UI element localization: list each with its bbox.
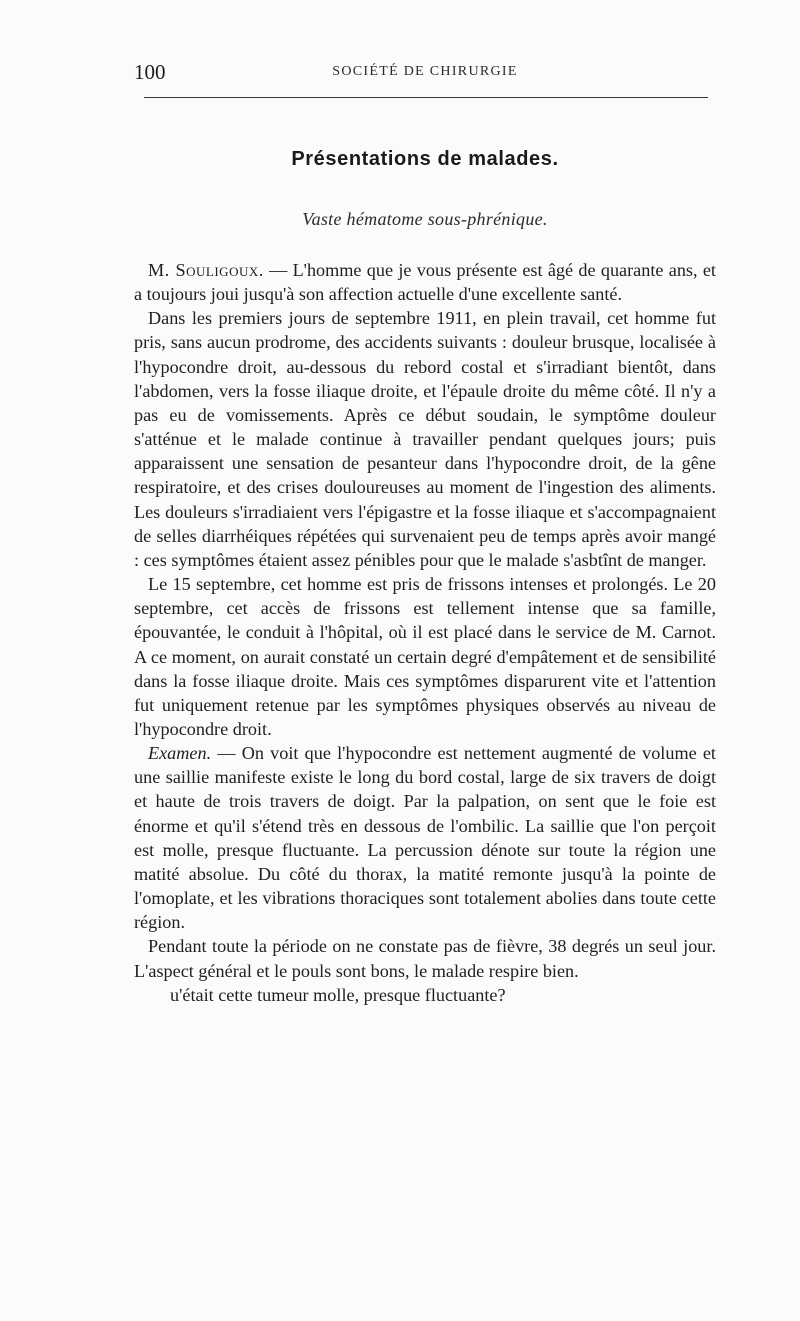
case-title: Vaste hématome sous-phrénique. xyxy=(302,209,548,229)
paragraph xyxy=(134,741,716,934)
paragraph-text: — On voit que l'hypocondre est nettement augmenté de volume et une saillie manifeste existe le long du bord costal, large de six travers de doigt et haute de trois travers de doigt. Par la palpation, on sent que le foie est énorme et qu'il s'étend très en dessous de l'ombilic. La saillie que l'on perçoit est molle, presque fluctuante. La percussion dénote sur toute la région une matité absolue. Du côté du thorax, la matité remonte jusqu'à la pointe de l'omoplate, et les vibrations thoraciques sont totalement abolies dans toute cette région. xyxy=(134,743,716,933)
paragraph xyxy=(134,983,716,1007)
paragraph xyxy=(134,934,716,982)
paragraph xyxy=(134,258,716,306)
journal-title: SOCIÉTÉ DE CHIRURGIE xyxy=(332,64,518,79)
paragraph-text: u'était cette tumeur molle, presque fluctuante? xyxy=(170,984,506,1005)
article-body xyxy=(134,258,716,1007)
paragraph xyxy=(134,306,716,572)
header-rule xyxy=(144,97,708,98)
paragraph-text: — L'homme que je vous présente est âgé de quarante ans, et a toujours joui jusqu'à son affection actuelle d'une excellente santé. xyxy=(134,260,716,305)
paragraph xyxy=(134,572,716,741)
section-title: Présentations de malades. xyxy=(291,148,559,170)
paragraph-text: Le 15 septembre, cet homme est pris de frissons intenses et prolongés. Le 20 septembre, cet accès de frissons est tellement intense que sa famille, épouvantée, le conduit à l'hôpital, où il est placé dans le service de M. Carnot. A ce moment, on aurait constaté un certain degré d'empâtement et de sensibilité dans la fosse iliaque droite. Mais ces symptômes disparurent vite et l'attention fut uniquement retenue par les symptômes physiques observés au niveau de l'hypocondre droit. xyxy=(134,574,716,739)
running-header xyxy=(134,58,716,88)
speaker-name: M. Souligoux. xyxy=(148,260,264,280)
page-number: 100 xyxy=(134,60,166,84)
paragraph-text: Dans les premiers jours de septembre 1911, en plein travail, cet homme fut pris, sans aucun prodrome, des accidents suivants : douleur brusque, localisée à l'hypocondre droit, au-dessous du rebord costal et s'irradiant bientôt, dans l'abdomen, vers la fosse iliaque droite, et l'épaule droite du même côté. Il n'y a pas eu de vomissements. Après ce début soudain, le symptôme douleur s'atténue et le malade continue à travailler pendant quelques jours; puis apparaissent une sensation de pesanteur dans l'hypocondre droit, de la gêne respiratoire, et des crises douloureuses au moment de l'ingestion des aliments. Les douleurs s'irradiaient vers l'épigastre et la fosse iliaque et s'accompagnaient de selles diarrhéiques répétées qui survenaient peu de temps après avoir mangé : ces symptômes étaient assez pénibles pour que le malade s'asbtînt de manger. xyxy=(134,308,716,570)
paragraph-lead: Examen. xyxy=(148,743,212,764)
paragraph-text: Pendant toute la période on ne constate pas de fièvre, 38 degrés un seul jour. L'aspect général et le pouls sont bons, le malade respire bien. xyxy=(134,936,716,981)
